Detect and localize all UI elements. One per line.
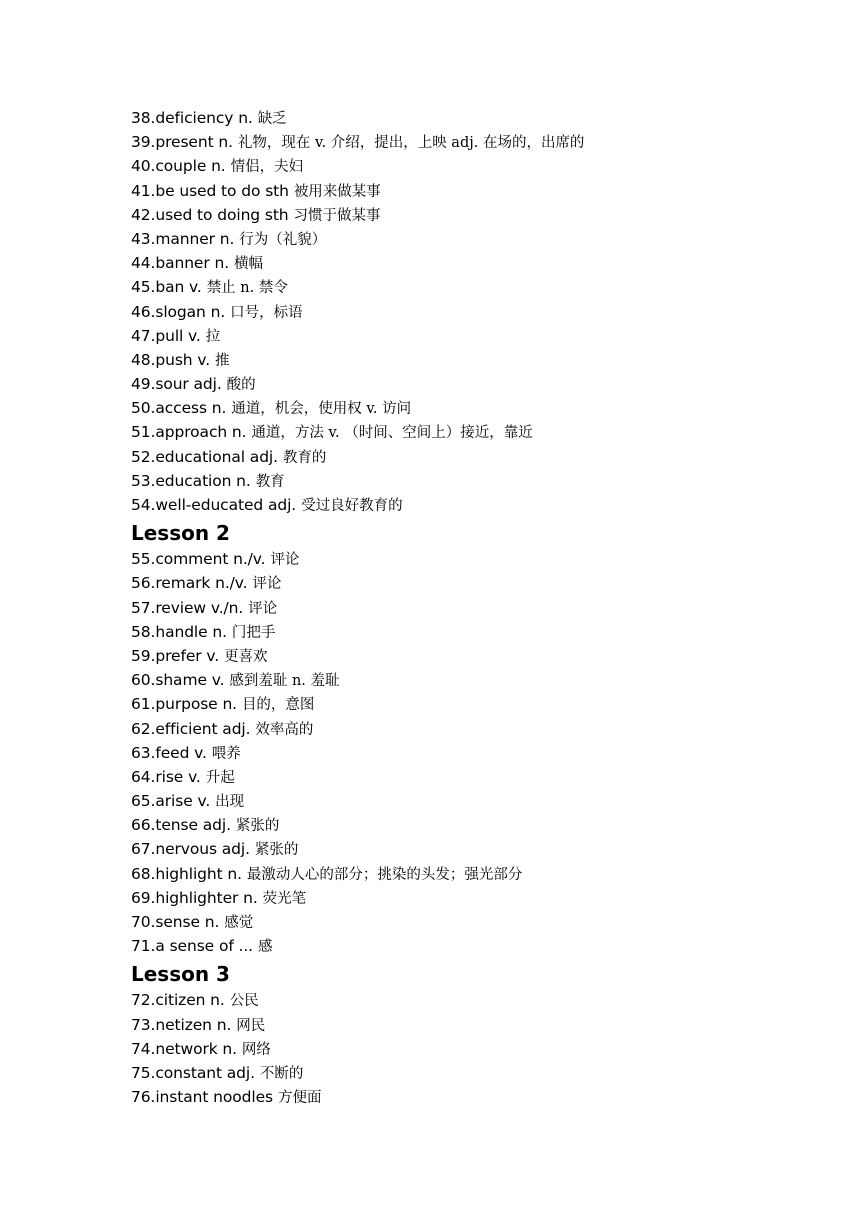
vocab-entry — [131, 934, 831, 958]
vocab-entry — [131, 1037, 831, 1061]
vocab-term: 53.education n. — [131, 471, 251, 490]
vocabulary-list — [131, 106, 831, 1109]
vocab-term: 45.ban v. — [131, 278, 202, 297]
vocab-meaning: 评论 — [248, 600, 278, 617]
vocab-term: 59.prefer v. — [131, 646, 220, 665]
vocab-entry — [131, 251, 831, 275]
vocab-term: 63.feed v. — [131, 743, 207, 762]
vocab-entry — [131, 1061, 831, 1085]
vocab-term: 68.highlight n. — [131, 864, 242, 883]
vocab-meaning: 感觉 — [224, 915, 254, 931]
vocab-meaning: 情侣，夫妇 — [230, 159, 304, 176]
vocab-meaning: 通道，方法 v. （时间、空间上）接近，靠近 — [251, 425, 533, 442]
vocab-term: 57.review v./n. — [131, 598, 244, 617]
vocab-entry — [131, 1085, 831, 1109]
vocab-entry — [131, 620, 831, 644]
vocab-entry — [131, 789, 831, 813]
vocab-meaning: 横幅 — [233, 256, 263, 273]
vocab-entry — [131, 469, 831, 493]
vocab-meaning: 目的，意图 — [241, 697, 315, 714]
vocab-term: 42.used to doing sth — [131, 205, 289, 224]
vocab-term: 66.tense adj. — [131, 816, 231, 835]
vocab-meaning: 推 — [214, 352, 230, 369]
vocab-meaning: 网民 — [236, 1017, 266, 1034]
vocab-meaning: 更喜欢 — [223, 648, 268, 665]
vocab-term: 72.citizen n. — [131, 991, 225, 1010]
vocab-entry — [131, 420, 831, 444]
vocab-meaning: 习惯于做某事 — [293, 207, 381, 224]
vocab-entry — [131, 324, 831, 348]
lesson-heading: Lesson 2 — [131, 521, 230, 546]
vocab-term: 55.comment n./v. — [131, 550, 266, 569]
vocab-entry — [131, 813, 831, 837]
vocab-term: 39.present n. — [131, 133, 233, 152]
vocab-entry — [131, 1013, 831, 1037]
vocab-term: 52.educational adj. — [131, 447, 278, 466]
vocab-term: 73.netizen n. — [131, 1015, 232, 1034]
vocab-term: 76.instant noodles — [131, 1088, 274, 1107]
vocab-meaning: 紧张的 — [235, 818, 280, 835]
vocab-term: 74.network n. — [131, 1039, 237, 1058]
vocab-meaning: 酸的 — [226, 377, 256, 394]
vocab-entry — [131, 596, 831, 620]
vocab-meaning: 出现 — [215, 794, 245, 811]
vocab-entry — [131, 396, 831, 420]
lesson-heading: Lesson 3 — [131, 962, 230, 987]
vocab-term: 62.efficient adj. — [131, 719, 251, 738]
vocab-entry — [131, 179, 831, 203]
vocab-meaning: 升起 — [205, 769, 235, 786]
vocab-entry — [131, 644, 831, 668]
vocab-meaning: 受过良好教育的 — [301, 498, 403, 514]
vocab-meaning: 教育 — [255, 473, 285, 490]
vocab-term: 64.rise v. — [131, 767, 201, 786]
vocab-term: 51.approach n. — [131, 423, 247, 442]
vocab-entry — [131, 372, 831, 396]
vocab-meaning: 感 — [257, 939, 273, 956]
vocab-term: 60.shame v. — [131, 671, 225, 690]
vocab-term: 47.pull v. — [131, 326, 201, 345]
vocab-entry — [131, 571, 831, 595]
vocab-entry — [131, 203, 831, 227]
vocab-meaning: 口号，标语 — [230, 304, 303, 321]
vocab-term: 44.banner n. — [131, 254, 230, 273]
vocab-entry — [131, 741, 831, 765]
vocab-entry — [131, 300, 831, 324]
vocab-entry — [131, 862, 831, 886]
vocab-entry — [131, 692, 831, 716]
vocab-meaning: 最激动人心的部分；挑染的头发；强光部分 — [246, 866, 523, 883]
vocab-term: 70.sense n. — [131, 913, 220, 931]
vocab-term: 48.push v. — [131, 350, 211, 369]
vocab-meaning: 感到羞耻 n. 羞耻 — [229, 673, 340, 690]
vocab-term: 71.a sense of ... — [131, 937, 253, 956]
vocab-entry — [131, 275, 831, 299]
vocab-entry — [131, 910, 831, 934]
vocab-term: 69.highlighter n. — [131, 888, 258, 907]
vocab-entry — [131, 154, 831, 178]
vocab-meaning: 评论 — [270, 552, 300, 569]
vocab-entry — [131, 130, 831, 154]
vocab-term: 75.constant adj. — [131, 1063, 255, 1082]
vocab-entry — [131, 765, 831, 789]
vocab-meaning: 禁止 n. 禁令 — [206, 280, 288, 297]
vocab-term: 58.handle n. — [131, 622, 227, 641]
vocab-entry — [131, 106, 831, 130]
vocab-meaning: 紧张的 — [254, 842, 299, 859]
vocab-meaning: 喂养 — [211, 745, 241, 762]
vocab-entry — [131, 988, 831, 1012]
vocab-meaning: 网络 — [241, 1041, 271, 1058]
vocab-term: 41.be used to do sth — [131, 181, 289, 200]
vocab-meaning: 礼物，现在 v. 介绍，提出，上映 adj. 在场的，出席的 — [237, 135, 585, 152]
vocab-entry — [131, 547, 831, 571]
vocab-entry — [131, 348, 831, 372]
vocab-term: 65.arise v. — [131, 792, 211, 811]
vocab-term: 38.deficiency n. — [131, 109, 253, 127]
vocab-meaning: 通道，机会，使用权 v. 访问 — [231, 401, 412, 418]
vocab-meaning: 缺乏 — [257, 111, 287, 127]
vocab-term: 40.couple n. — [131, 157, 226, 176]
vocab-term: 49.sour adj. — [131, 375, 222, 394]
vocab-entry — [131, 668, 831, 692]
vocab-entry — [131, 227, 831, 251]
vocab-term: 54.well-educated adj. — [131, 496, 297, 514]
vocab-meaning: 拉 — [205, 328, 221, 345]
vocab-term: 56.remark n./v. — [131, 574, 248, 593]
vocab-meaning: 荧光笔 — [262, 890, 307, 907]
vocab-entry — [131, 493, 831, 517]
vocab-entry — [131, 717, 831, 741]
vocab-meaning: 公民 — [229, 993, 259, 1010]
vocab-term: 61.purpose n. — [131, 695, 237, 714]
vocab-entry — [131, 445, 831, 469]
vocab-meaning: 效率高的 — [255, 721, 314, 738]
vocab-term: 67.nervous adj. — [131, 840, 250, 859]
vocab-entry — [131, 837, 831, 861]
vocab-meaning: 被用来做某事 — [293, 183, 381, 200]
vocab-meaning: 不断的 — [259, 1065, 304, 1082]
vocab-term: 50.access n. — [131, 399, 227, 418]
vocab-meaning: 行为（礼貌） — [239, 231, 327, 248]
vocab-meaning: 门把手 — [231, 624, 276, 641]
vocab-entry — [131, 886, 831, 910]
vocab-meaning: 方便面 — [277, 1090, 322, 1107]
vocab-term: 43.manner n. — [131, 229, 235, 248]
vocab-term: 46.slogan n. — [131, 302, 226, 321]
vocab-meaning: 评论 — [252, 576, 282, 593]
vocab-meaning: 教育的 — [282, 449, 327, 466]
